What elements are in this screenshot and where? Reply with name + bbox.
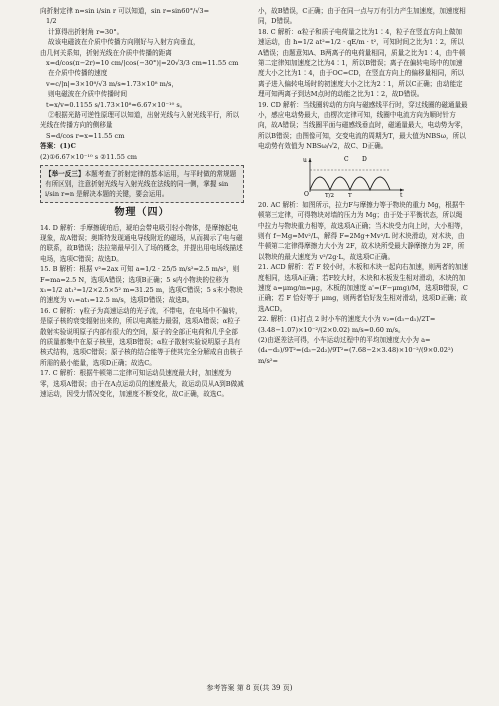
question-19: 19. CD 解析：当线圈转动的方向与磁感线平行时，穿过线圈的磁通量最小，感应电动势最大，由楞次定律可知，线圈中电流方向为顺时针方向，故A错误；当线圈平面与磁感线垂直时，磁通量最大，电动势为零，所以B错误；由图像可知，交变电流的周期为T，最大值为NBSω，所以电动势有效值为 NBSω/√2，故C、D正确。 xyxy=(258,100,468,151)
sine-wave-figure xyxy=(300,154,410,198)
axis-label-t: t xyxy=(400,191,403,198)
text-line: 故该电磁波在介质中传播方向刚好与入射方向垂直， xyxy=(48,38,200,47)
formula-line: 1/2 xyxy=(46,17,57,26)
question-17: 17. C 解析：根据牛顿第二定律可知运动员速度最大时，加速度为零，选项A错误；由于在A点运动员的速度最大，故运动员从A到B做减速运动，因受力情况变化，加速度不断变化，故C正确，故选C。 xyxy=(40,369,244,398)
question-15: 15. B 解析：根据 v²=2ax 可知 a=1/2 · 25/5 m/s²=2.5 m/s²，则 F=ma=2.5 N，选项A错误；选项B正确；5 s内小物块的位移为 x₁=1/2 at₁²=1/2×2.5×5² m=31.25 m，选项C错误；5 s末小物块的速度为 v₁=at₁=12.5 m/s，选项D错误；故选B。 xyxy=(40,265,243,305)
text-line: 计算得出折射角 r=30°。 xyxy=(48,27,124,36)
section-title: 物理（四） xyxy=(114,207,170,219)
text-line: 向折射定律 n=sin i/sin r 可以知道，sin r=sin60°/√3= xyxy=(40,7,210,15)
question-20: 20. AC 解析：如图所示，拉力F与摩擦力等于物块的重力 Mg，根据牛顿第三定律，可得物块对墙的压力为 Mg；由于处于平衡状态，所以绳中拉力与物块重力相等，故选项A正确；当木块受力向上时，大小相等，则有 f−Mg=Mv²/L，解得 F=2Mg+Mv²/L 时木块滑动，对木块，由牛顿第二定律得摩擦力大小为 2F，故木块所受最大静摩擦力为 2F，所以物块的最大速度为 v²/2g·L，故选项C正确。 xyxy=(258,200,468,261)
label-c: C xyxy=(344,155,349,163)
formula-line: S=d/cos r=x=11.55 cm xyxy=(46,131,125,140)
u-axis-arrow-icon xyxy=(309,158,312,162)
question-16: 16. C 解析：γ粒子为高速运动的光子流，不带电，在电场中不偏转，是原子核的衰变辐射出来的，所以电离能力最弱，选项A错误；α粒子散射实验说明原子内部有很大的空间，原子的全部正电荷和几乎全部的质量都集中在原子核里，选项B错误；α粒子散射实验说明原子具有核式结构，选项C错误；原子核的结合能等于使其完全分解成自由核子所需的最小能量，选项D正确；故选C。 xyxy=(40,306,243,367)
tick-label-t: T xyxy=(348,192,352,198)
question-22: 22. 解析：(1)打点 2 时小车的速度大小为 v₂=(d₃−d₁)/2T=(3.48−1.07)×10⁻²/(2×0.02) m/s=0.60 m/s。 xyxy=(258,315,436,334)
answer-line: 答案：(1)C xyxy=(40,142,76,151)
callout-tag: 【举一反三】 xyxy=(45,170,85,179)
text-line: 由几何关系知，折射光线在介质中传播的距离 xyxy=(40,48,172,57)
question-14: 14. D 解析：手摩擦琥珀后，琥珀会带电吸引轻小物体，是摩擦起电现象，故A错误；奥斯特发现通电导线附近的磁场，从而揭示了电与磁的联系，故B错误；法拉第最早引入了场的概念，并提出用电场线描述电场，选项C错误；故选D。 xyxy=(40,223,243,263)
wave-curve xyxy=(310,177,390,190)
right-column xyxy=(258,6,468,366)
formula-line: t=x/v=0.1155 s/1.73×10⁸≈6.67×10⁻¹⁰ s。 xyxy=(46,100,187,109)
text-line: 在介质中传播的速度 xyxy=(48,69,108,78)
text-line: ②根据光路可逆性原理可以知道，出射光线与入射光线平行，所以光线在传播方向的侧移量 xyxy=(40,111,240,130)
formula-line: v=c/|n|=3×10⁸/√3 m/s≈1.73×10⁸ m/s， xyxy=(46,79,179,88)
formula-line: x=d/cos(π−2r)=10 cm/|cos(−30°)|=20√3/3 cm≈11.55 cm xyxy=(46,59,239,68)
tick-label-half-t: T/2 xyxy=(325,192,335,198)
tip-callout xyxy=(40,165,244,203)
answer-line: (2)①6.67×10⁻¹⁰ s ②11.55 cm xyxy=(40,152,138,161)
axis-label-u: u xyxy=(303,156,307,164)
origin-label: O xyxy=(304,190,309,198)
question-22-part-2: (2)由逐差法可得，小车运动过程中的平均加速度大小为 a=(d₄−d₂)/9T²=(d₃−2d₂)/9T²=(7.68−2×3.48)×10⁻²/(9×0.02²) m/s²= xyxy=(258,335,454,365)
page-footer: 参考答案 第 8 页(共 39 页) xyxy=(206,684,293,692)
text-line: 小，故B错误，C正确；由于在同一点与万有引力产生加速度，加速度相同，D错误。 xyxy=(258,7,466,26)
left-column xyxy=(40,6,244,399)
question-18: 18. C 解析：α粒子和质子电荷量之比为1∶4，粒子在竖直方向上做加速运动，由 h=1/2 at²=1/2 · qE/m · t²，可知时间之比为1∶2，所以A错误；由题意知A、B两离子的电荷量相同，质量之比为1∶4，由牛顿第二定律知加速度之比为4∶1，所以B错误；离子在偏转电场中的加速度大小之比为1∶4，由于OC=CD，在竖直方向上的偏移量相同，所以离子进入偏转电场时的初速度大小之比为2∶1，所以C正确；由动能定理可知两离子到达M点时的动能之比为1∶2，故D错误。 xyxy=(258,27,466,99)
label-d: D xyxy=(362,155,367,163)
question-21: 21. ACD 解析：若 F 较小时，木板和木块一起向右加速，则两者的加速度相同，选项A正确；若F较大时，木块和木板发生相对滑动，木块的加速度 a=μmg/m=μg，木板的加速度 a'=(F−μmg)/M，选项B错误，C正确；若 F 恰好等于 μmg，则两者恰好发生相对滑动，选项D正确；故选ACD。 xyxy=(258,263,468,313)
text-line: 则电磁波在介质中传播时间 xyxy=(48,90,128,99)
callout-text: 本题考查了折射定律的基本运用，与平时做的常规题有所区别，注意折射光线与入射光线在法线的同一侧，掌握 sin i/sin r=n 是解决本题的关键，要会运用。 xyxy=(45,170,237,199)
